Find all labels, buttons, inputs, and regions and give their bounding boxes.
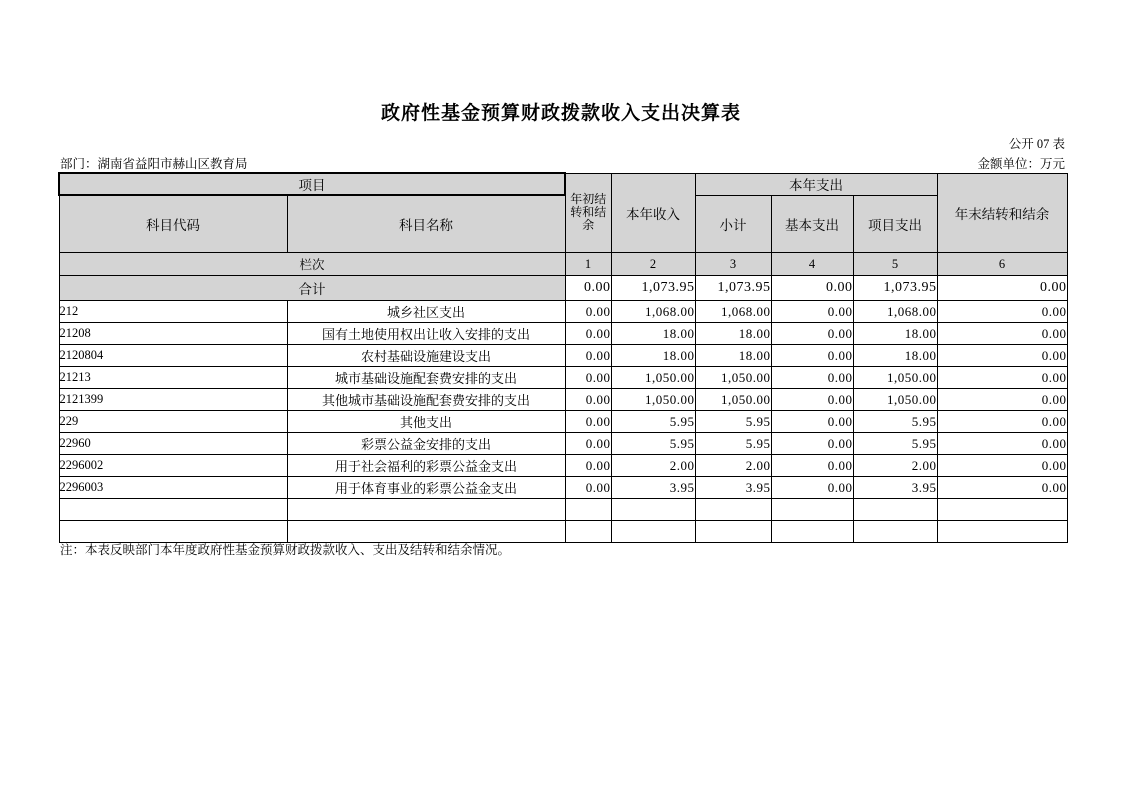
- row-end-balance: 0.00: [937, 345, 1067, 367]
- row-name: 其他支出: [287, 411, 565, 433]
- row-basic: 0.00: [771, 345, 853, 367]
- header-end-balance: 年末结转和结余: [937, 173, 1067, 253]
- row-begin-balance: 0.00: [565, 411, 611, 433]
- row-code: 212: [59, 301, 287, 323]
- budget-table: [58, 172, 1068, 543]
- row-project: 5.95: [853, 433, 937, 455]
- row-basic: 0.00: [771, 411, 853, 433]
- row-end-balance: 0.00: [937, 389, 1067, 411]
- department-name: 湖南省益阳市赫山区教育局: [97, 157, 248, 171]
- row-project: 18.00: [853, 345, 937, 367]
- blank-cell: [611, 521, 695, 543]
- total-basic: 0.00: [771, 276, 853, 301]
- column-number-1: 1: [565, 253, 611, 276]
- row-subtotal: 2.00: [695, 455, 771, 477]
- row-income: 2.00: [611, 455, 695, 477]
- row-income: 1,050.00: [611, 367, 695, 389]
- row-begin-balance: 0.00: [565, 477, 611, 499]
- header-project: 项目支出: [853, 195, 937, 253]
- row-begin-balance: 0.00: [565, 455, 611, 477]
- header-subtotal: 小计: [695, 195, 771, 253]
- row-code: 2120804: [59, 345, 287, 367]
- column-number-6: 6: [937, 253, 1067, 276]
- row-subtotal: 1,050.00: [695, 389, 771, 411]
- row-begin-balance: 0.00: [565, 389, 611, 411]
- row-name: 其他城市基础设施配套费安排的支出: [287, 389, 565, 411]
- header-code: 科目代码: [59, 195, 287, 253]
- column-number-3: 3: [695, 253, 771, 276]
- blank-cell: [611, 499, 695, 521]
- column-row-label: 栏次: [59, 253, 565, 276]
- row-name: 城乡社区支出: [287, 301, 565, 323]
- page-title: 政府性基金预算财政拨款收入支出决算表: [380, 103, 741, 124]
- row-subtotal: 5.95: [695, 411, 771, 433]
- row-begin-balance: 0.00: [565, 345, 611, 367]
- row-basic: 0.00: [771, 301, 853, 323]
- department-line: [60, 154, 248, 172]
- table-row: [59, 301, 1067, 323]
- row-basic: 0.00: [771, 455, 853, 477]
- row-code: 2296002: [59, 455, 287, 477]
- row-code: 2121399: [59, 389, 287, 411]
- table-row: [59, 345, 1067, 367]
- row-subtotal: 5.95: [695, 433, 771, 455]
- row-begin-balance: 0.00: [565, 433, 611, 455]
- table-row: [59, 433, 1067, 455]
- row-code: 229: [59, 411, 287, 433]
- row-subtotal: 18.00: [695, 323, 771, 345]
- row-income: 5.95: [611, 433, 695, 455]
- blank-cell: [937, 499, 1067, 521]
- row-project: 18.00: [853, 323, 937, 345]
- column-number-5: 5: [853, 253, 937, 276]
- row-project: 2.00: [853, 455, 937, 477]
- form-number: 公开 07 表: [1008, 137, 1065, 151]
- blank-cell: [287, 499, 565, 521]
- row-subtotal: 1,050.00: [695, 367, 771, 389]
- blank-cell: [771, 521, 853, 543]
- row-end-balance: 0.00: [937, 367, 1067, 389]
- row-begin-balance: 0.00: [565, 301, 611, 323]
- table-row: [59, 411, 1067, 433]
- blank-cell: [695, 521, 771, 543]
- row-basic: 0.00: [771, 389, 853, 411]
- header-income: 本年收入: [611, 173, 695, 253]
- blank-cell: [59, 499, 287, 521]
- table-row: [59, 389, 1067, 411]
- table-note: 注：本表反映部门本年度政府性基金预算财政拨款收入、支出及结转和结余情况。: [60, 543, 511, 557]
- row-begin-balance: 0.00: [565, 323, 611, 345]
- row-project: 1,068.00: [853, 301, 937, 323]
- blank-cell: [565, 499, 611, 521]
- row-project: 3.95: [853, 477, 937, 499]
- row-project: 1,050.00: [853, 367, 937, 389]
- total-project: 1,073.95: [853, 276, 937, 301]
- column-number-2: 2: [611, 253, 695, 276]
- blank-cell: [771, 499, 853, 521]
- total-income: 1,073.95: [611, 276, 695, 301]
- row-end-balance: 0.00: [937, 477, 1067, 499]
- table-row: [59, 367, 1067, 389]
- blank-cell: [853, 499, 937, 521]
- amount-unit: 金额单位：万元: [977, 157, 1065, 171]
- row-name: 城市基础设施配套费安排的支出: [287, 367, 565, 389]
- row-end-balance: 0.00: [937, 433, 1067, 455]
- row-income: 1,050.00: [611, 389, 695, 411]
- table-row: [59, 477, 1067, 499]
- table-header-row-2: [59, 195, 1067, 253]
- row-basic: 0.00: [771, 477, 853, 499]
- row-subtotal: 18.00: [695, 345, 771, 367]
- row-subtotal: 1,068.00: [695, 301, 771, 323]
- total-end-balance: 0.00: [937, 276, 1067, 301]
- column-number-4: 4: [771, 253, 853, 276]
- row-subtotal: 3.95: [695, 477, 771, 499]
- row-end-balance: 0.00: [937, 301, 1067, 323]
- row-project: 1,050.00: [853, 389, 937, 411]
- total-label: 合计: [59, 276, 565, 301]
- blank-cell: [853, 521, 937, 543]
- header-expense-group: 本年支出: [695, 173, 937, 195]
- row-income: 18.00: [611, 323, 695, 345]
- row-code: 2296003: [59, 477, 287, 499]
- row-end-balance: 0.00: [937, 323, 1067, 345]
- table-row: [59, 455, 1067, 477]
- row-end-balance: 0.00: [937, 411, 1067, 433]
- header-basic: 基本支出: [771, 195, 853, 253]
- table-row: [59, 323, 1067, 345]
- header-name: 科目名称: [287, 195, 565, 253]
- blank-cell: [937, 521, 1067, 543]
- total-begin-balance: 0.00: [565, 276, 611, 301]
- row-income: 18.00: [611, 345, 695, 367]
- row-code: 21213: [59, 367, 287, 389]
- row-begin-balance: 0.00: [565, 367, 611, 389]
- row-income: 5.95: [611, 411, 695, 433]
- row-name: 农村基础设施建设支出: [287, 345, 565, 367]
- row-name: 用于体育事业的彩票公益金支出: [287, 477, 565, 499]
- header-begin-balance: 年初结转和结余: [565, 173, 611, 253]
- row-end-balance: 0.00: [937, 455, 1067, 477]
- row-basic: 0.00: [771, 367, 853, 389]
- row-code: 22960: [59, 433, 287, 455]
- table-column-number-row: [59, 253, 1067, 276]
- row-code: 21208: [59, 323, 287, 345]
- header-item-group: 项目: [59, 173, 565, 195]
- row-project: 5.95: [853, 411, 937, 433]
- blank-cell: [695, 499, 771, 521]
- blank-cell: [565, 521, 611, 543]
- table-row-blank: [59, 499, 1067, 521]
- table-header-row-1: [59, 173, 1067, 195]
- department-label: 部门：: [60, 157, 98, 171]
- total-row: [59, 276, 1067, 301]
- row-income: 1,068.00: [611, 301, 695, 323]
- row-name: 彩票公益金安排的支出: [287, 433, 565, 455]
- total-subtotal: 1,073.95: [695, 276, 771, 301]
- row-name: 用于社会福利的彩票公益金支出: [287, 455, 565, 477]
- row-basic: 0.00: [771, 433, 853, 455]
- row-basic: 0.00: [771, 323, 853, 345]
- row-income: 3.95: [611, 477, 695, 499]
- row-name: 国有土地使用权出让收入安排的支出: [287, 323, 565, 345]
